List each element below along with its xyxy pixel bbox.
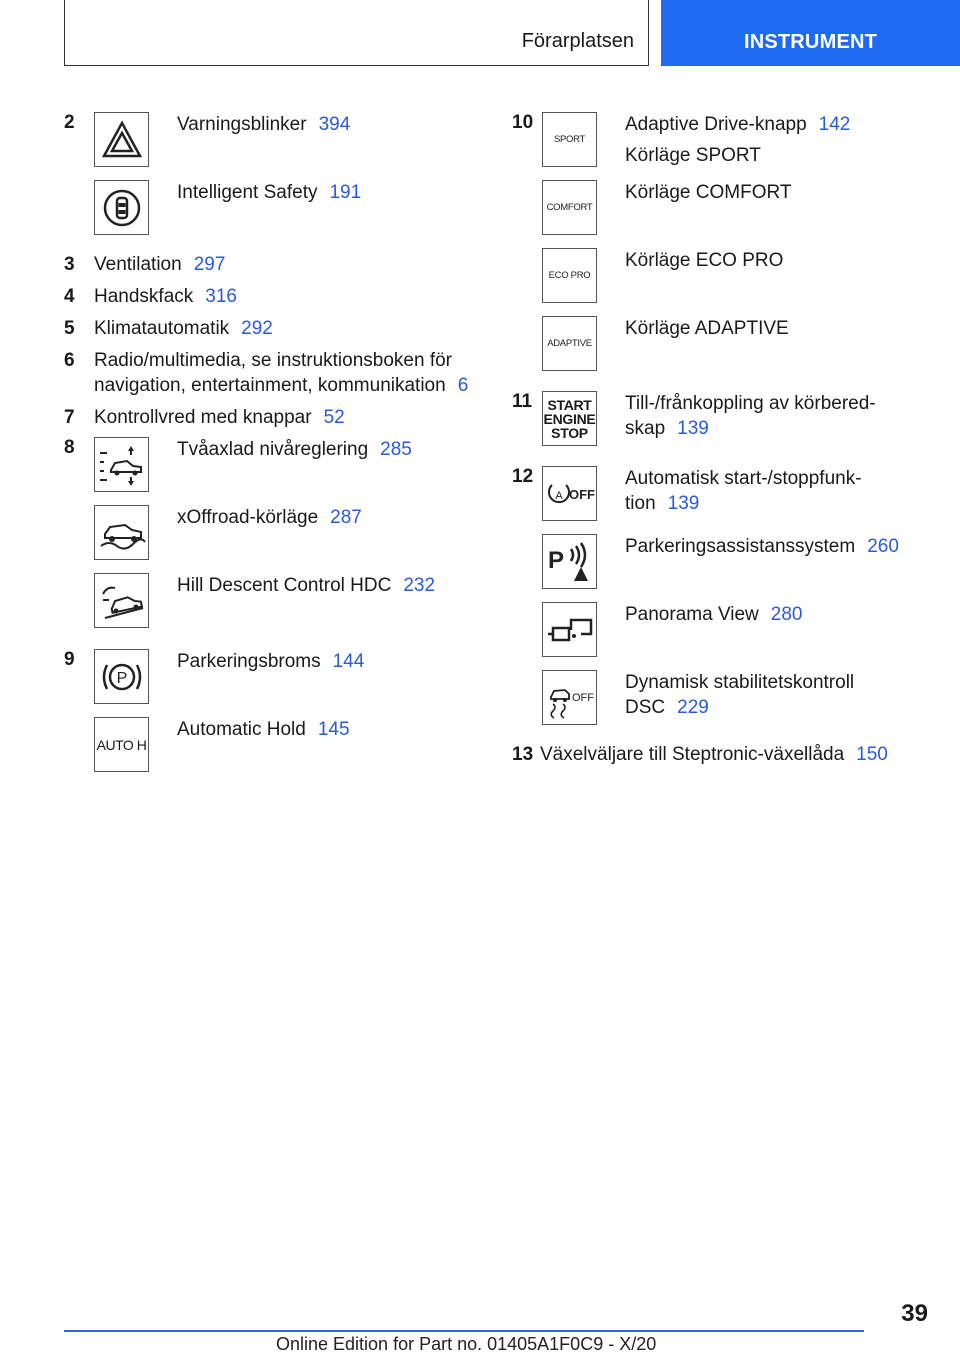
item-label: tion: [625, 493, 656, 514]
list-item: [512, 244, 932, 312]
entry-9: [64, 645, 484, 781]
item-label: xOffroad-körläge: [177, 507, 319, 528]
item-label: Körläge ADAPTIVE: [625, 318, 789, 339]
page-link[interactable]: 150: [856, 744, 888, 765]
item-label: Automatic Hold: [177, 719, 306, 740]
entry-10: [512, 108, 932, 380]
item-label: Adaptive Drive-knapp: [625, 114, 807, 135]
svg-text:P: P: [547, 546, 564, 574]
entry-13: [512, 742, 932, 767]
icon-text: ECO PRO: [548, 270, 591, 281]
entry-11: [512, 387, 932, 462]
item-label: Körläge COMFORT: [625, 182, 792, 203]
entry-number: 12: [512, 466, 534, 487]
park-assist-icon: [542, 534, 597, 589]
level-control-icon: [94, 437, 149, 492]
list-item: [512, 312, 932, 380]
header-section-box: [64, 0, 649, 66]
intelligent-safety-icon: [94, 180, 149, 235]
page-header: [64, 0, 960, 66]
page-link[interactable]: 316: [205, 286, 237, 307]
xoffroad-icon: [94, 505, 149, 560]
item-label: Varningsblinker: [177, 114, 307, 135]
item-label: Till-/frånkoppling av körbered-: [625, 393, 876, 414]
hill-descent-icon: [94, 573, 149, 628]
item-label: Klimatautomatik: [94, 318, 230, 339]
entry-3: [64, 252, 484, 277]
entry-number: 2: [64, 112, 75, 133]
comfort-icon: [542, 180, 597, 235]
entry-12: [512, 462, 932, 734]
footer-divider: [64, 1330, 864, 1332]
page-link[interactable]: 229: [677, 697, 709, 718]
entry-number: 11: [512, 391, 533, 412]
svg-text:A: A: [554, 489, 563, 502]
item-label: Kontrollvred med knappar: [94, 407, 312, 428]
item-label: Växelväljare till Steptronic-växellåda: [540, 744, 845, 765]
icon-text: OFF: [571, 691, 594, 704]
list-item: [64, 108, 484, 176]
list-item: [64, 176, 484, 244]
icon-text: STOP: [551, 424, 588, 441]
page-link[interactable]: 145: [317, 719, 350, 740]
page-link[interactable]: 139: [667, 493, 700, 514]
page-link[interactable]: 232: [403, 575, 436, 596]
entry-6: [64, 348, 484, 398]
item-label: Parkeringsassistanssystem: [625, 536, 856, 557]
entry-5: [64, 316, 484, 341]
auto-hold-icon: [94, 717, 149, 772]
page-number: 39: [901, 1300, 928, 1327]
sport-icon: [542, 112, 597, 167]
page-link[interactable]: 6: [457, 375, 469, 396]
list-item: [512, 176, 932, 244]
entry-number: 9: [64, 649, 75, 670]
entry-7: [64, 405, 484, 430]
page-link[interactable]: 144: [332, 651, 365, 672]
icon-text: ADAPTIVE: [547, 338, 592, 349]
item-label: Radio/multimedia, se instruktionsboken för: [94, 350, 453, 371]
eco-pro-icon: [542, 248, 597, 303]
entry-number: 5: [64, 318, 75, 339]
start-stop-icon: [542, 391, 597, 446]
page-link[interactable]: 142: [818, 114, 851, 135]
icon-text: OFF: [568, 486, 595, 502]
page-link[interactable]: 52: [323, 407, 345, 428]
page-link[interactable]: 394: [318, 114, 351, 135]
page-link[interactable]: 292: [241, 318, 273, 339]
adaptive-icon: [542, 316, 597, 371]
list-item: [64, 569, 484, 637]
icon-text: COMFORT: [546, 202, 593, 213]
item-label: skap: [625, 418, 666, 439]
hazard-warning-icon: [94, 112, 149, 167]
entry-number: 8: [64, 437, 75, 458]
entry-number: 3: [64, 254, 75, 275]
page-link[interactable]: 280: [770, 604, 803, 625]
item-label: DSC: [625, 697, 666, 718]
entry-2: [64, 108, 484, 244]
list-item: [64, 713, 484, 781]
icon-text: SPORT: [553, 134, 586, 145]
chapter-tab[interactable]: INSTRUMENT: [661, 0, 960, 66]
panorama-view-icon: [542, 602, 597, 657]
item-sublabel: Körläge SPORT: [625, 145, 761, 166]
icon-text: START: [547, 396, 592, 413]
item-label: Ventilation: [94, 254, 182, 275]
parking-brake-icon: [94, 649, 149, 704]
entry-number: 7: [64, 407, 75, 428]
list-item: [512, 598, 932, 666]
page-link[interactable]: 287: [330, 507, 362, 528]
item-label: Handskfack: [94, 286, 194, 307]
dsc-off-icon: [542, 670, 597, 725]
item-label: Intelligent Safety: [177, 182, 318, 203]
list-item: [512, 387, 932, 462]
icon-text: AUTO H: [96, 736, 147, 753]
page-link[interactable]: 260: [867, 536, 899, 557]
entry-number: 4: [64, 286, 75, 307]
right-column: [512, 108, 932, 774]
entry-number: 10: [512, 112, 534, 133]
entry-number: 6: [64, 350, 75, 371]
page-link[interactable]: 297: [193, 254, 226, 275]
list-item: [512, 108, 932, 176]
page-link[interactable]: 285: [380, 439, 412, 460]
list-item: [512, 462, 932, 530]
item-label: Dynamisk stabilitetskontroll: [625, 672, 855, 693]
list-item: [64, 645, 484, 713]
edition-text: Online Edition for Part no. 01405A1F0C9 - X/20: [276, 1334, 657, 1354]
item-label: Panorama View: [625, 604, 759, 625]
page-link[interactable]: 191: [329, 182, 362, 203]
page-link[interactable]: 139: [677, 418, 709, 439]
entry-8: [64, 433, 484, 637]
list-item: [512, 666, 932, 734]
svg-text:P: P: [116, 669, 127, 687]
list-item: [64, 501, 484, 569]
entry-number: 13: [512, 744, 534, 765]
item-label: Automatisk start-/stoppfunk-: [625, 468, 862, 489]
section-title: Förarplatsen: [521, 30, 634, 52]
item-label: Tvåaxlad nivåreglering: [177, 439, 369, 460]
list-item: [64, 433, 484, 501]
left-column: [64, 108, 484, 781]
icon-text: ENGINE: [543, 410, 596, 427]
item-label: Körläge ECO PRO: [625, 250, 784, 271]
list-item: [512, 530, 932, 598]
item-label: navigation, entertainment, kommunikation: [94, 375, 446, 396]
item-label: Hill Descent Control HDC: [177, 575, 392, 596]
item-label: Parkeringsbroms: [177, 651, 321, 672]
auto-start-stop-off-icon: [542, 466, 597, 521]
entry-4: [64, 284, 484, 309]
